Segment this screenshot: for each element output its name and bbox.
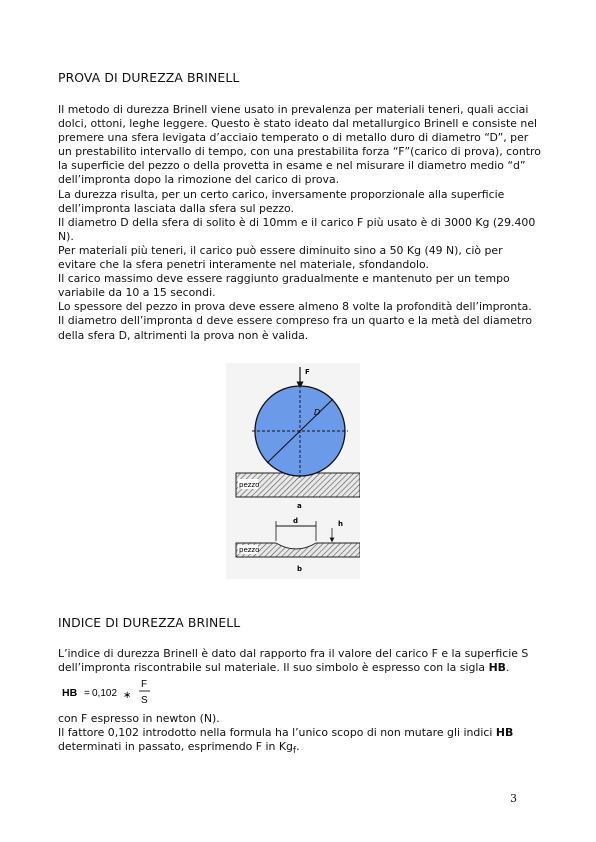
kgf-subscript: f <box>292 746 297 757</box>
paragraph: Il diametro dell’impronta d deve essere compreso fra un quarto e la metà del diametro della sfera D, altrimenti la prova non è valida. <box>58 314 533 342</box>
caption-b: b <box>297 565 303 573</box>
imprint-diameter-label: d <box>293 517 299 525</box>
intro-text: L’indice di durezza Brinell è dato dal rapporto fra il valore del carico F e la superficie S dell’impronta riscontrabile sul materiale. Il suo simbolo è espresso con la sigla <box>58 647 529 675</box>
factor-note-text-2: determinati in passato, esprimendo F in Kg <box>58 740 293 754</box>
formula-symbol: HB <box>62 687 78 699</box>
paragraph: La durezza risulta, per un certo carico, inversamente proporzionale alla superficie dell’impronta lasciata dalla sfera sul pezzo. <box>58 187 505 215</box>
depth-label: h <box>338 520 343 528</box>
caption-a: a <box>297 502 302 510</box>
piece-a-label: pezzo <box>239 481 260 489</box>
formula-times: ∗ <box>123 690 132 701</box>
paragraph <box>58 647 542 675</box>
factor-note-text: Il fattore 0,102 introdotto nella formula ha l’unico scopo di non mutare gli indici <box>58 726 496 740</box>
hb-symbol: HB <box>495 726 514 740</box>
intro-end: . <box>505 661 510 675</box>
factor-note-end: . <box>296 740 300 754</box>
section-title-indice-brinell: INDICE DI DUREZZA BRINELL <box>58 615 241 630</box>
section-notes-indice-brinell <box>58 712 542 758</box>
sphere-diameter-label: D <box>314 408 321 417</box>
unit-note: con F espresso in newton (N). <box>58 712 220 725</box>
brinell-test-diagram <box>226 363 360 579</box>
paragraph: Per materiali più teneri, il carico può essere diminuito sino a 50 Kg (49 N), ciò per evitare che la sfera penetri interamente nel materiale, sfondandolo. <box>58 243 503 272</box>
paragraph: Il metodo di durezza Brinell viene usato in prevalenza per materiali teneri, quali acciai dolci, ottoni, leghe leggere. Questo è stato ideato dal metallurgico Brinell e consiste nel premere una sfera levigata d’acciaio temperato o di metallo duro di diametro “D”, per un prestabilito intervallo di tempo, con una prestabilita forza “F”(carico di prova), contro la superficie del pezzo o della provetta in esame e nel misurare il diametro medio “d” dell’impronta dopo la rimozione del carico di prova. <box>58 103 541 187</box>
formula-denominator: S <box>141 695 148 706</box>
factor-note <box>58 726 542 758</box>
paragraph: Il carico massimo deve essere raggiunto gradualmente e mantenuto per un tempo variabile da 10 a 15 secondi. <box>58 272 510 300</box>
section-body-prova-brinell <box>58 103 542 343</box>
formula-numerator: F <box>141 679 148 690</box>
formula-equals: = <box>84 688 90 699</box>
formula-factor: 0,102 <box>92 688 118 699</box>
hb-symbol: HB <box>488 661 506 675</box>
force-label: F <box>305 368 310 376</box>
paragraph: Lo spessore del pezzo in prova deve essere almeno 8 volte la profondità dell’impronta. <box>58 300 532 314</box>
hb-formula <box>62 676 172 710</box>
piece-b-label: pezzo <box>239 546 260 554</box>
section-intro-indice-brinell <box>58 647 542 675</box>
section-title-prova-brinell: PROVA DI DUREZZA BRINELL <box>58 70 240 85</box>
paragraph: Il diametro D della sfera di solito è di 10mm e il carico F più usato è di 3000 Kg (29.400 N). <box>58 215 536 243</box>
page-number: 3 <box>510 792 517 805</box>
